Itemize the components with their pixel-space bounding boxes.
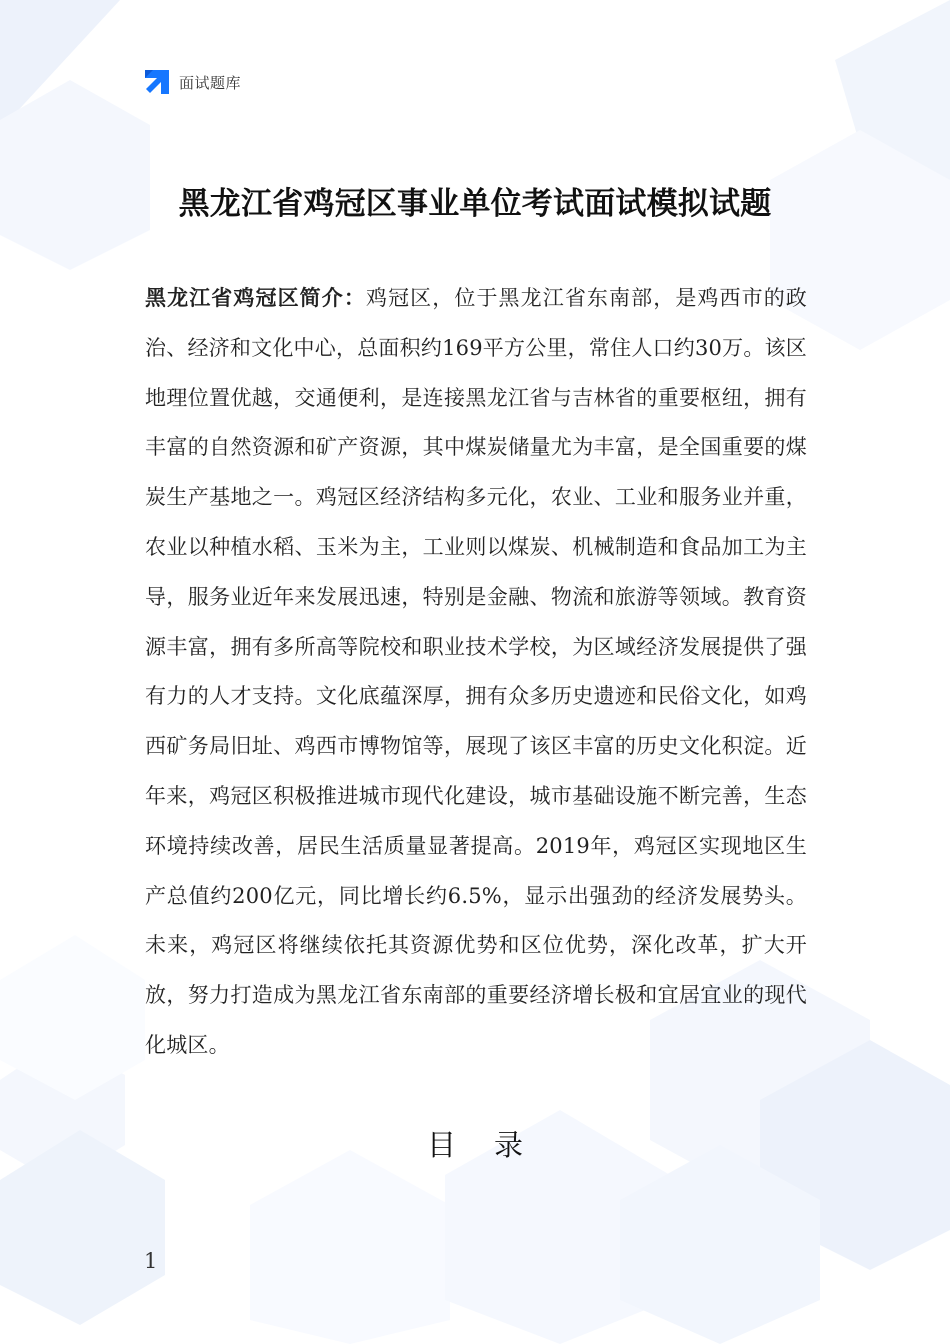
- arrow-logo-icon: [143, 68, 171, 96]
- intro-paragraph: [145, 274, 807, 1071]
- intro-label: 黑龙江省鸡冠区简介：: [145, 286, 366, 310]
- toc-heading: 目录: [426, 1128, 561, 1162]
- brand-header: [143, 67, 241, 97]
- document-title: 黑龙江省鸡冠区事业单位考试面试模拟试题: [178, 186, 772, 222]
- brand-text: 面试题库: [179, 73, 242, 92]
- page-number: 1: [144, 1249, 158, 1273]
- intro-text: 鸡冠区，位于黑龙江省东南部，是鸡西市的政治、经济和文化中心，总面积约169平方公里，常住人口约30万。该区地理位置优越，交通便利，是连接黑龙江省与吉林省的重要枢纽，拥有丰富的自然资源和矿产资源，其中煤炭储量尤为丰富，是全国重要的煤炭生产基地之一。鸡冠区经济结构多元化，农业、工业和服务业并重，农业以种植水稻、玉米为主，工业则以煤炭、机械制造和食品加工为主导，服务业近年来发展迅速，特别是金融、物流和旅游等领域。教育资源丰富，拥有多所高等院校和职业技术学校，为区域经济发展提供了强有力的人才支持。文化底蕴深厚，拥有众多历史遗迹和民俗文化，如鸡西矿务局旧址、鸡西市博物馆等，展现了该区丰富的历史文化积淀。近年来，鸡冠区积极推进城市现代化建设，城市基础设施不断完善，生态环境持续改善，居民生活质量显著提高。2019年，鸡冠区实现地区生产总值约200亿元，同比增长约6.5%，显示出强劲的经济发展势头。未来，鸡冠区将继续依托其资源优势和区位优势，深化改革，扩大开放，努力打造成为黑龙江省东南部的重要经济增长极和宜居宜业的现代化城区。: [145, 286, 808, 1057]
